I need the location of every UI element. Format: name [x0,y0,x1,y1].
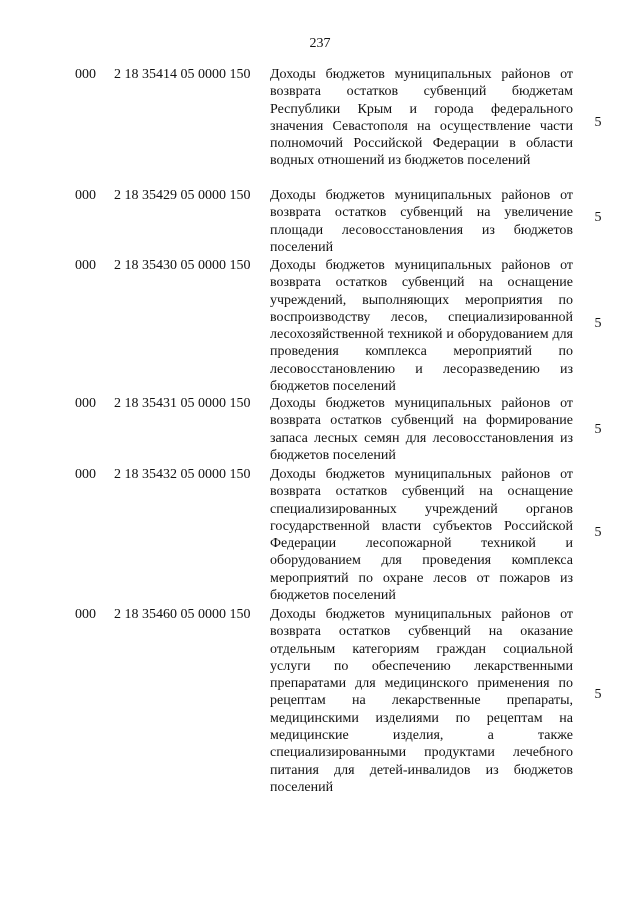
table-row [0,606,640,816]
page-number: 237 [309,36,331,51]
kbk-code-cell: 2 18 35431 05 0000 150 [114,396,251,411]
admin-code-cell: 000 [75,188,96,203]
revenue-name-cell: Доходы бюджетов муниципальных районов от возврата остатков субвенций на оснащение специализированных учреждений органов государственной власти субъектов Российской Федерации лесопожарной техникой и оборудованием для проведения комплекса мероприятий по охране лесов от пожаров из бюджетов поселений [270,467,573,604]
revenue-name-cell: Доходы бюджетов муниципальных районов от возврата остатков субвенций на увеличение площади лесовосстановления из бюджетов поселений [270,188,573,255]
kbk-code-cell: 2 18 35429 05 0000 150 [114,188,251,203]
kbk-code-cell: 2 18 35430 05 0000 150 [114,258,251,273]
admin-code-cell: 000 [75,607,96,622]
table-row [0,187,640,257]
revenue-table [0,66,640,816]
revenue-name-cell: Доходы бюджетов муниципальных районов от возврата остатков субвенций на оснащение учреждений, выполняющих мероприятия по воспроизводству лесов, специализированной лесохозяйственной техникой и оборудованием для проведения комплекса мероприятий по лесовосстановлению и лесоразведению из бюджетов поселений [270,258,573,395]
revenue-name-cell: Доходы бюджетов муниципальных районов от возврата остатков субвенций на формирование запаса лесных семян для лесовосстановления из бюджетов поселений [270,396,573,463]
table-row [0,466,640,606]
norm-cell: 5 [594,316,602,331]
table-row [0,66,640,187]
norm-cell: 5 [594,210,602,225]
admin-code-cell: 000 [75,67,96,82]
admin-code-cell: 000 [75,258,96,273]
admin-code-cell: 000 [75,396,96,411]
revenue-name-cell: Доходы бюджетов муниципальных районов от возврата остатков субвенций бюджетам Республики Крым и города федерального значения Севастополя на осуществление части полномочий Российской Федерации в области водных отношений из бюджетов поселений [270,67,573,169]
norm-cell: 5 [594,525,602,540]
norm-cell: 5 [594,422,602,437]
kbk-code-cell: 2 18 35460 05 0000 150 [114,607,251,622]
kbk-code-cell: 2 18 35414 05 0000 150 [114,67,251,82]
norm-cell: 5 [594,687,602,702]
admin-code-cell: 000 [75,467,96,482]
table-row [0,257,640,395]
table-row [0,395,640,466]
revenue-name-cell: Доходы бюджетов муниципальных районов от возврата остатков субвенций на оказание отдельным категориям граждан социальной услуги по обеспечению лекарственными препаратами для медицинского применения по рецептам на лекарственные препараты, медицинскими изделиями по рецептам на медицинские изделия, а также специализированными продуктами лечебного питания для детей-инвалидов из бюджетов поселений [270,607,573,795]
kbk-code-cell: 2 18 35432 05 0000 150 [114,467,251,482]
norm-cell: 5 [594,115,602,130]
